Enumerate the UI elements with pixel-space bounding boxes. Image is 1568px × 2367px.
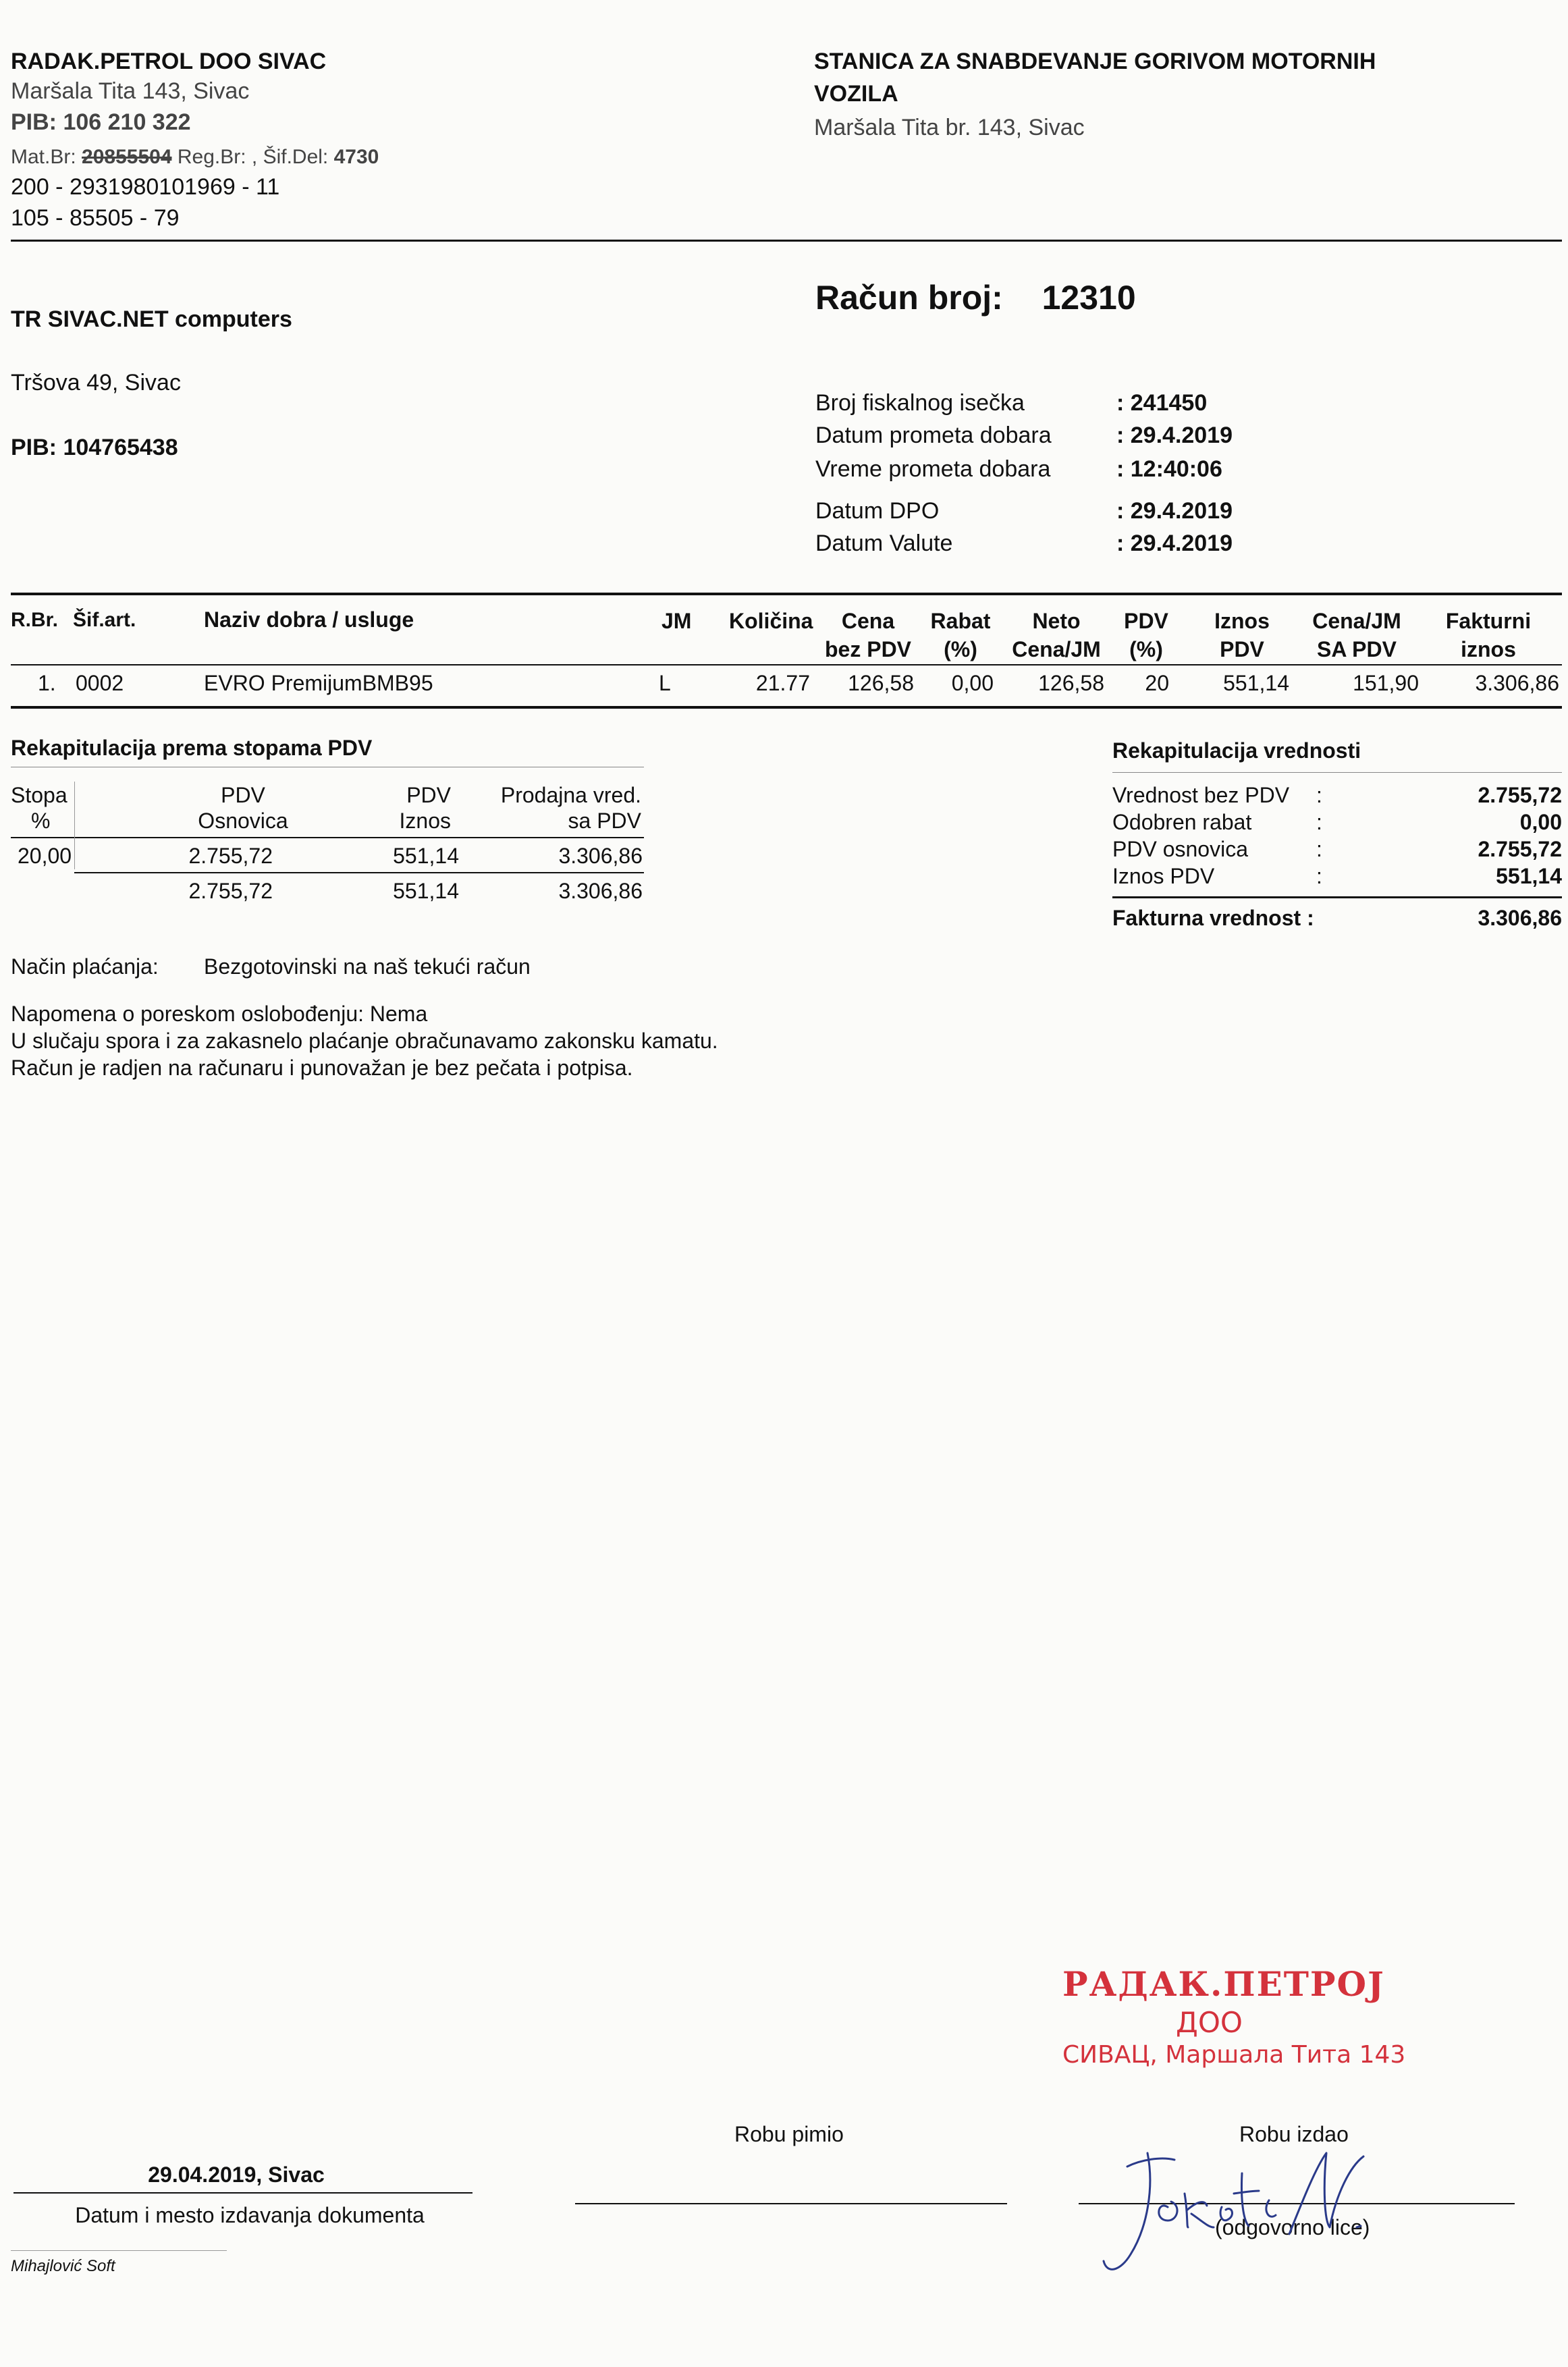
rekap-row-stopa: 20,00 — [18, 844, 72, 868]
rekap-vred-title: Rekapitulacija vrednosti — [1112, 738, 1361, 763]
col-kolicina: Količina — [729, 609, 813, 633]
station-title-1: STANICA ZA SNABDEVANJE GORIVOM MOTORNIH — [814, 49, 1376, 74]
meta-label: Datum Valute — [815, 530, 953, 556]
rekap-header-rule — [11, 837, 644, 838]
cell-pdv: 20 — [1145, 671, 1169, 695]
note-line-3: Račun je radjen na računaru i punovažan je bez pečata i potpisa. — [11, 1056, 633, 1080]
meta-value: : 29.4.2019 — [1116, 530, 1233, 556]
payment-value: Bezgotovinski na naš tekući račun — [204, 954, 531, 979]
seller-account-1: 200 - 2931980101969 - 11 — [11, 174, 280, 200]
meta-label: Vreme prometa dobara — [815, 456, 1051, 482]
fakturna-vrednost-label: Fakturna vrednost : — [1112, 906, 1314, 930]
issued-label: Robu izdao — [1239, 2122, 1349, 2146]
col-sif: Šif.art. — [73, 609, 136, 631]
signature-icon — [1066, 2126, 1417, 2281]
meta-value: : 29.4.2019 — [1116, 498, 1233, 524]
cell-naziv: EVRO PremijumBMB95 — [204, 671, 433, 695]
rekap-total-prodajna: 3.306,86 — [558, 879, 643, 903]
rekap-row-osnovica: 2.755,72 — [188, 844, 273, 868]
cell-sif: 0002 — [76, 671, 124, 695]
cell-cenajm: 151,90 — [1353, 671, 1419, 695]
rekap-row-iznos: 551,14 — [393, 844, 459, 868]
issue-date-place: 29.04.2019, Sivac — [148, 2162, 325, 2187]
seller-pib: PIB: 106 210 322 — [11, 109, 191, 135]
col-neto-2: Cena/JM — [1012, 637, 1101, 661]
station-address: Maršala Tita br. 143, Sivac — [814, 115, 1085, 140]
meta-label: Datum DPO — [815, 498, 940, 524]
rekap-h-izn: PDV — [406, 783, 451, 807]
rekap-h-prod: Prodajna vred. — [500, 783, 641, 807]
issue-date-caption: Datum i mesto izdavanja dokumenta — [75, 2203, 425, 2227]
meta-label: Datum prometa dobara — [815, 423, 1052, 448]
rekap-vred-value: 551,14 — [1496, 864, 1562, 888]
software-rule — [11, 2250, 227, 2251]
invoice-title — [815, 278, 1136, 317]
sif-del-value: 4730 — [333, 146, 379, 168]
rekap-h-izn-2: Iznos — [399, 809, 451, 833]
cell-rbr: 1. — [38, 671, 56, 695]
cell-neto: 126,58 — [1038, 671, 1104, 695]
cell-kolicina: 21.77 — [755, 671, 810, 695]
cell-fakt: 3.306,86 — [1475, 671, 1559, 695]
col-cenajm-2: SA PDV — [1317, 637, 1397, 661]
rekap-vred-colon: : — [1316, 810, 1322, 834]
meta-value: : 29.4.2019 — [1116, 423, 1233, 448]
rekap-total-iznos: 551,14 — [393, 879, 459, 903]
col-fakturni: Fakturni — [1445, 609, 1532, 633]
rekap-h-stopa: Stopa — [11, 783, 67, 807]
col-cena-2: bez PDV — [824, 637, 912, 661]
col-rbr: R.Br. — [11, 609, 59, 631]
col-pdv-2: (%) — [1129, 637, 1163, 661]
col-naziv: Naziv dobra / usluge — [204, 607, 414, 632]
responsible-caption: (odgovorno lice) — [1215, 2215, 1370, 2239]
received-label: Robu pimio — [734, 2122, 844, 2146]
stamp-company: РАДАК.ПЕТРОЈ — [1062, 1964, 1385, 2004]
col-cena: Cena — [841, 609, 895, 633]
stamp-address: СИВАЦ, Маршала Тита 143 — [1062, 2041, 1406, 2069]
rekap-h-osn-2: Osnovica — [198, 809, 288, 833]
rekap-pdv-title: Rekapitulacija prema stopama PDV — [11, 736, 373, 760]
invoice-title-label: Račun broj: — [815, 279, 1003, 317]
col-jm: JM — [661, 609, 692, 633]
cell-jm: L — [659, 671, 671, 695]
rekap-vred-value: 2.755,72 — [1478, 837, 1562, 861]
issue-date-line — [13, 2192, 472, 2194]
seller-name: RADAK.PETROL DOO SIVAC — [11, 49, 327, 74]
header-divider — [11, 240, 1562, 242]
rekap-vred-label: Iznos PDV — [1112, 864, 1215, 888]
buyer-name: TR SIVAC.NET computers — [11, 306, 292, 332]
buyer-pib: PIB: 104765438 — [11, 435, 178, 460]
meta-value: : 241450 — [1116, 390, 1208, 416]
rekap-vred-colon: : — [1316, 864, 1322, 888]
mat-label: Mat.Br: — [11, 146, 76, 168]
table-header-divider — [11, 664, 1562, 665]
rekap-h-prod-2: sa PDV — [568, 809, 641, 833]
seller-registration — [11, 146, 379, 169]
col-neto: Neto — [1032, 609, 1081, 633]
rekap-total-osnovica: 2.755,72 — [188, 879, 273, 903]
col-pdv: PDV — [1124, 609, 1168, 633]
note-line-2: U slučaju spora i za zakasnelo plaćanje obračunavamo zakonsku kamatu. — [11, 1029, 718, 1053]
buyer-address: Tršova 49, Sivac — [11, 370, 181, 396]
rekap-vred-colon: : — [1316, 783, 1322, 807]
meta-label: Broj fiskalnog isečka — [815, 390, 1025, 416]
stamp-doo: ДОО — [1176, 2006, 1243, 2039]
col-cenajm: Cena/JM — [1312, 609, 1401, 633]
col-fakturni-2: iznos — [1461, 637, 1516, 661]
table-top-border — [11, 593, 1562, 595]
rekap-h-osn: PDV — [221, 783, 265, 807]
cell-cena: 126,58 — [848, 671, 914, 695]
rekap-vred-total-rule — [1112, 896, 1562, 898]
rekap-vred-title-rule — [1112, 772, 1562, 773]
software-credit: Mihajlović Soft — [11, 2257, 115, 2275]
rekap-col-sep — [74, 782, 75, 869]
fakturna-vrednost-value: 3.306,86 — [1478, 906, 1562, 930]
col-iznos-2: PDV — [1220, 637, 1264, 661]
payment-label: Način plaćanja: — [11, 954, 159, 979]
seller-address: Maršala Tita 143, Sivac — [11, 78, 250, 104]
note-line-1: Napomena o poreskom oslobođenju: Nema — [11, 1002, 428, 1026]
col-rabat: Rabat — [930, 609, 991, 633]
rekap-vred-value: 0,00 — [1519, 810, 1562, 834]
meta-value: : 12:40:06 — [1116, 456, 1222, 482]
rekap-h-stopa-2: % — [31, 809, 51, 833]
rekap-vred-colon: : — [1316, 837, 1322, 861]
rekap-vred-label: Odobren rabat — [1112, 810, 1252, 834]
col-iznos: Iznos — [1214, 609, 1270, 633]
rekap-total-rule — [74, 872, 644, 873]
received-signature-line — [575, 2203, 1007, 2204]
rekap-vred-value: 2.755,72 — [1478, 783, 1562, 807]
invoice-number: 12310 — [1042, 279, 1136, 317]
reg-sif-label: Reg.Br: , Šif.Del: — [177, 146, 329, 168]
station-title-2: VOZILA — [814, 81, 898, 107]
table-bottom-border — [11, 706, 1562, 709]
rekap-vred-label: PDV osnovica — [1112, 837, 1248, 861]
cell-iznos: 551,14 — [1223, 671, 1289, 695]
rekap-vred-label: Vrednost bez PDV — [1112, 783, 1290, 807]
col-rabat-2: (%) — [944, 637, 977, 661]
mat-number: 20855504 — [82, 146, 172, 168]
cell-rabat: 0,00 — [951, 671, 994, 695]
rekap-row-prodajna: 3.306,86 — [558, 844, 643, 868]
seller-account-2: 105 - 85505 - 79 — [11, 205, 180, 231]
